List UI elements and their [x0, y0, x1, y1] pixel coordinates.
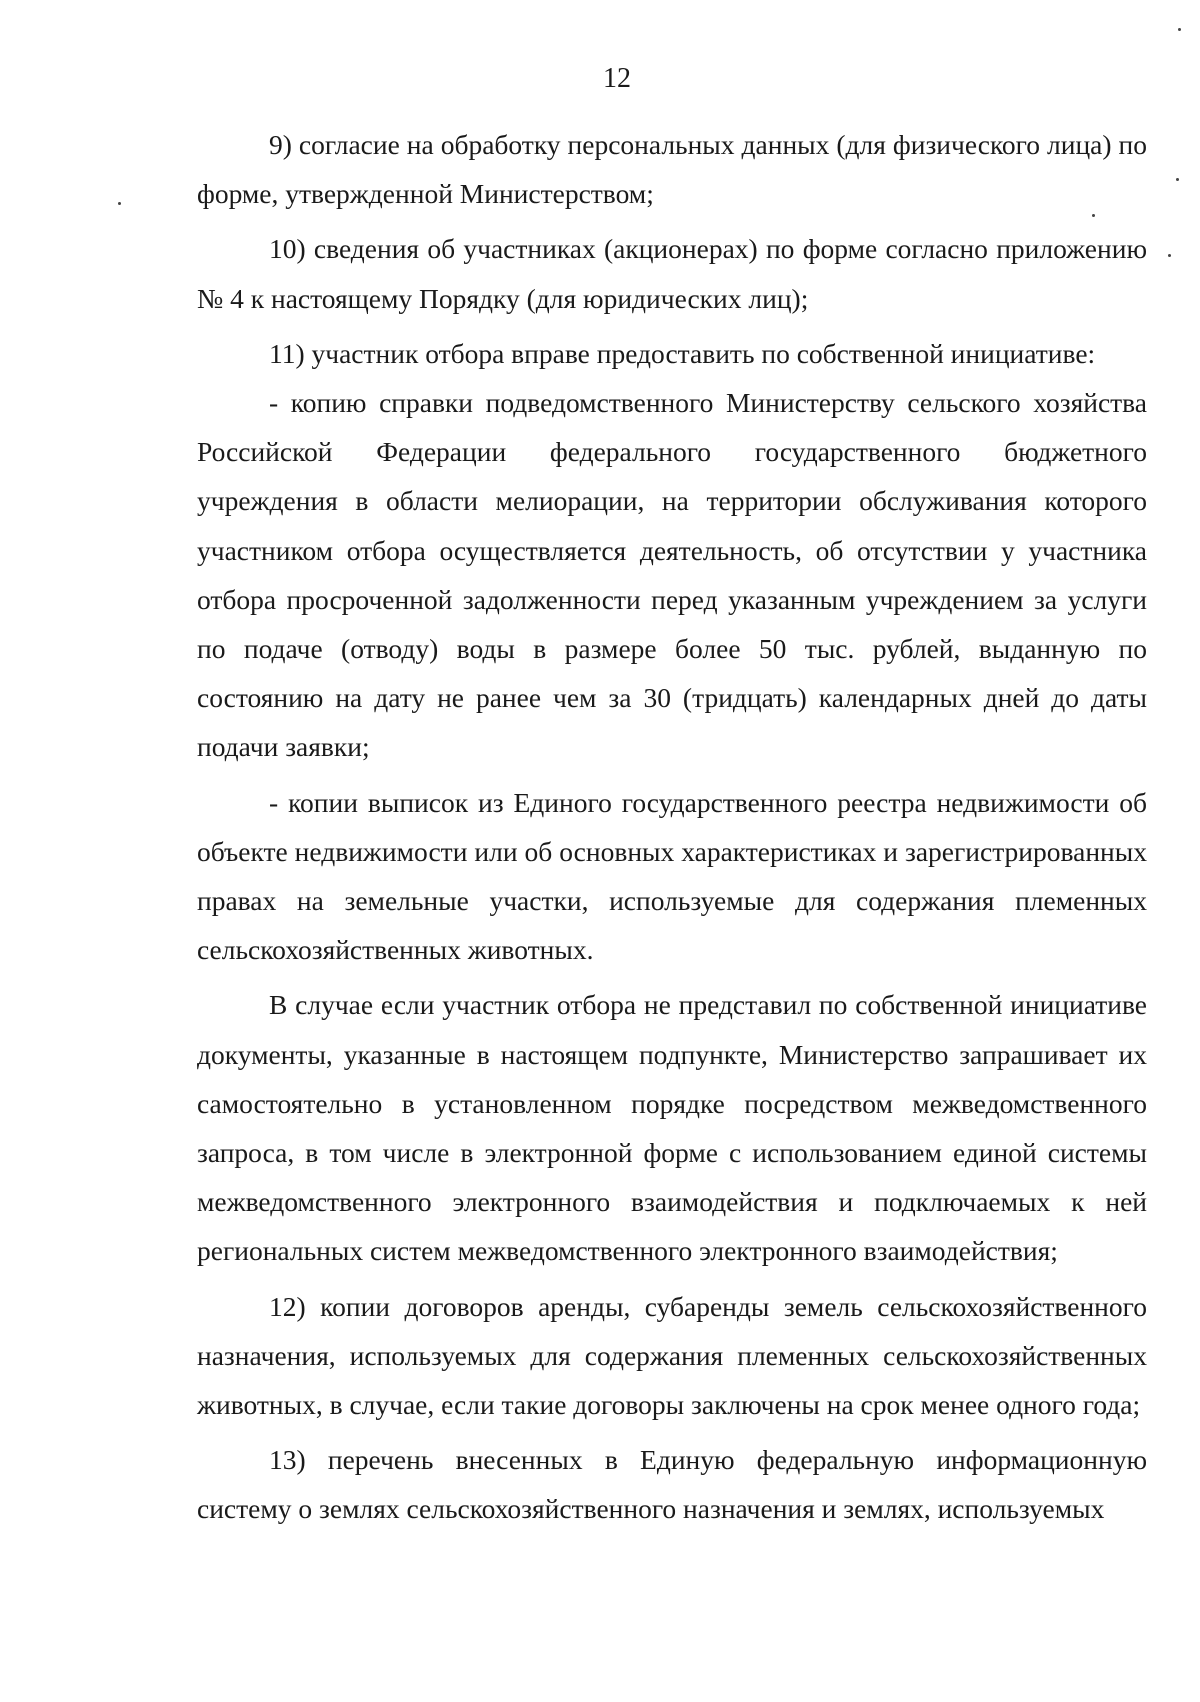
paragraph-bullet-registry-extracts: - копии выписок из Единого государственного реестра недвижимости об объекте недвижимости или об основных характеристиках и зарегистрированных правах на земельные участки, используемые для содержания племенных сельскохозяйственных животных.	[197, 786, 1147, 966]
page-number: 12	[603, 63, 631, 94]
paragraph-item-13: 13) перечень внесенных в Единую федеральную информационную систему о землях сельскохозяйственного назначения и землях, используемых	[197, 1444, 1147, 1525]
scan-speck	[1092, 214, 1095, 217]
document-body	[197, 120, 1147, 1534]
paragraph-bullet-certificate: - копию справки подведомственного Министерству сельского хозяйства Российской Федерации федерального государственного бюджетного учреждения в области мелиорации, на территории обслуживания которого участником отбора осуществляется деятельность, об отсутствии у участника отбора просроченной задолженности перед указанным учреждением за услуги по подаче (отводу) воды в размере более 50 тыс. рублей, выданную по состоянию на дату не ранее чем за 30 (тридцать) календарных дней до даты подачи заявки;	[197, 387, 1147, 763]
paragraph-item-10: 10) сведения об участниках (акционерах) по форме согласно приложению № 4 к настоящему Порядку (для юридических лиц);	[197, 233, 1147, 314]
scan-speck	[1178, 28, 1181, 31]
paragraph-interagency-request: В случае если участник отбора не представил по собственной инициативе документы, указанные в настоящем подпункте, Министерство запрашивает их самостоятельно в установленном порядке посредством межведомственного запроса, в том числе в электронной форме с использованием единой системы межведомственного электронного взаимодействия и подключаемых к ней региональных систем межведомственного электронного взаимодействия;	[197, 989, 1147, 1267]
scan-speck	[1176, 178, 1179, 181]
scan-speck	[1168, 254, 1171, 257]
paragraph-item-11: 11) участник отбора вправе предоставить по собственной инициативе:	[269, 337, 1096, 369]
paragraph-item-12: 12) копии договоров аренды, субаренды земель сельскохозяйственного назначения, используемых для содержания племенных сельскохозяйственных животных, в случае, если такие договоры заключены на срок менее одного года;	[197, 1290, 1147, 1421]
paragraph-item-9: 9) согласие на обработку персональных данных (для физического лица) по форме, утвержденной Министерством;	[197, 129, 1147, 210]
scan-speck	[118, 202, 121, 205]
